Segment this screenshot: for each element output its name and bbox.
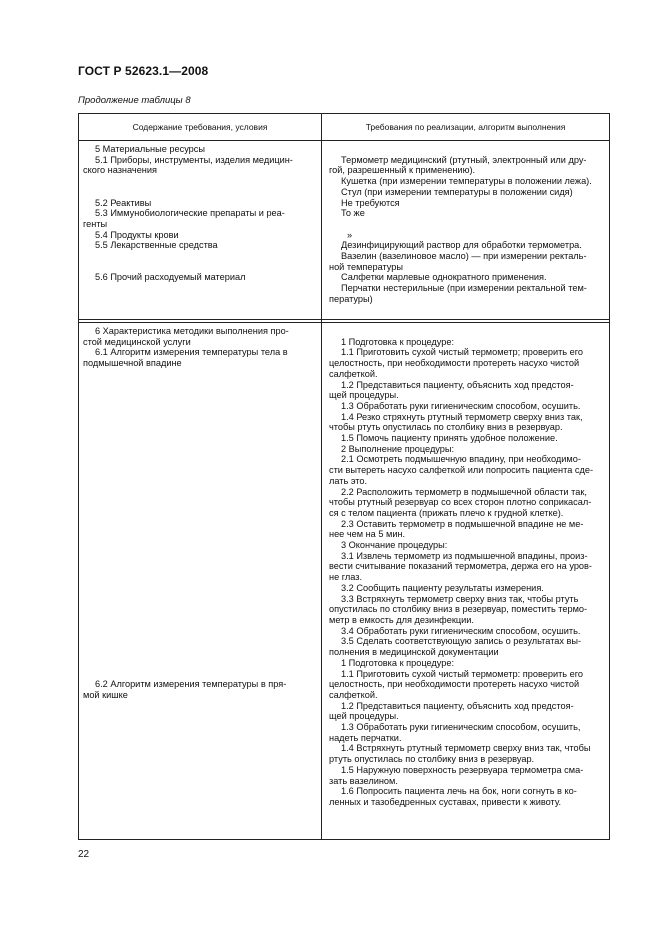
text-line: метр в емкость для дезинфекции. [329, 614, 474, 625]
text-line: 1.4 Резко стряхнуть ртутный термометр сверху вниз так, [341, 411, 583, 422]
text-line: ся с телом пациента (прижать плечо к грудной клетке). [329, 507, 564, 518]
text-line: 2.3 Оставить термометр в подмышечной впадине не ме- [341, 518, 584, 529]
text-line: 3 Окончание процедуры: [341, 540, 448, 551]
text-line [83, 251, 315, 262]
text-line: 1.1 Приготовить сухой чистый термометр: проверить его [341, 668, 584, 679]
text-line: 2 Выполнение процедуры: [341, 443, 455, 454]
text-line: 1.5 Помочь пациенту принять удобное положение. [341, 433, 558, 444]
text-line: 5.2 Реактивы [95, 197, 152, 208]
text-line: чтобы ртуть опустилась по столбику вниз в резервуар. [329, 422, 563, 433]
column-header-algorithm: Требования по реализации, алгоритм выполнения [365, 122, 566, 132]
text-line: 2.2 Расположить термометр в подмышечной области так, [341, 486, 587, 497]
block2-left-cell-rectal [83, 679, 315, 700]
text-line: надеть перчатки. [329, 732, 402, 743]
text-line: 1.3 Обработать руки гигиеническим способом, осушить, [341, 722, 581, 733]
text-line: 1.6 Попросить пациента лечь на бок, ноги согнуть в ко- [341, 786, 577, 797]
block2-left-cell [83, 326, 315, 369]
text-line: 6 Характеристика методики выполнения про- [95, 326, 289, 336]
text-line: ной температуры [329, 261, 404, 272]
text-line: пературы) [329, 293, 373, 304]
text-line: 3.1 Извлечь термометр из подмышечной впадины, произ- [341, 550, 588, 561]
text-line [329, 219, 605, 230]
text-line: 5.3 Иммунобиологические препараты и реа- [95, 208, 285, 219]
text-line: Термометр медицинский (ртутный, электронный или дру- [341, 154, 587, 165]
text-line: сти вытереть насухо салфеткой или попросить пациента сде- [329, 465, 594, 476]
text-line: не глаз. [329, 572, 363, 583]
block1-left-cell [83, 144, 315, 283]
text-line: 6.1 Алгоритм измерения температуры тела в [95, 347, 288, 358]
text-line [329, 144, 605, 155]
text-line [83, 262, 315, 273]
column-header-conditions: Содержание требования, условия [132, 122, 268, 132]
text-line: подмышечной впадине [83, 358, 182, 369]
text-line: мой кишке [83, 689, 128, 700]
page-number: 22 [78, 849, 90, 860]
block2-right-cell [329, 326, 605, 808]
text-line: 6.2 Алгоритм измерения температуры в пря- [95, 679, 287, 689]
text-line: щей процедуры. [329, 711, 399, 722]
text-line: салфеткой. [329, 368, 378, 379]
text-line: 5 Материальные ресурсы [95, 144, 205, 154]
text-line: 1.2 Представиться пациенту, объяснить ход предстоя- [341, 379, 574, 390]
text-line: 3.2 Сообщить пациенту результаты измерения. [341, 582, 544, 593]
column-divider [321, 114, 322, 839]
text-line: Дезинфицирующий раствор для обработки термометра. [341, 240, 582, 251]
text-line: вести считывание показаний термометра, держа его на уров- [329, 561, 592, 572]
text-line: 1 Подготовка к процедуре: [341, 336, 455, 347]
text-line: полнения в медицинской документации [329, 647, 499, 658]
text-line: опустилась по столбику вниз в резервуар, поместить термо- [329, 604, 588, 615]
text-line: То же [341, 208, 365, 219]
header-divider [79, 140, 609, 141]
text-line: Стул (при измерении температуры в положении сидя) [341, 186, 573, 197]
text-line: Салфетки марлевые однократного применения. [341, 272, 547, 283]
text-line: 5.1 Приборы, инструменты, изделия медицин- [95, 154, 293, 165]
text-line: целостность, при необходимости протереть насухо чистой [329, 679, 580, 690]
text-line: гой, разрешенный к применению). [329, 165, 476, 176]
ditto-mark: » [347, 229, 353, 240]
text-line: целостность, при необходимости протереть насухо чистой [329, 358, 580, 369]
text-line [83, 176, 315, 187]
text-line: Вазелин (вазелиновое масло) — при измерении ректаль- [341, 251, 587, 262]
text-line: лать это. [329, 475, 368, 486]
document-header: ГОСТ Р 52623.1—2008 [78, 64, 209, 78]
text-line: 1.2 Представиться пациенту, объяснить ход предстоя- [341, 700, 574, 711]
text-line: Перчатки нестерильные (при измерении ректальной тем- [341, 283, 587, 294]
text-line: 3.4 Обработать руки гигиеническим способом, осушить. [341, 625, 581, 636]
text-line: ртуть опустилась по столбику вниз в резервуар. [329, 754, 535, 765]
text-line: щей процедуры. [329, 390, 399, 401]
text-line: 3.5 Сделать соответствующую запись о результатах вы- [341, 636, 582, 647]
text-line: генты [83, 218, 108, 229]
text-line: 5.6 Прочий расходуемый материал [95, 272, 246, 283]
text-line: 1.3 Обработать руки гигиеническим способом, осушить. [341, 400, 581, 411]
text-line: чтобы ртутный резервуар со всех сторон плотно соприкасал- [329, 497, 592, 508]
row-divider-double [79, 322, 609, 323]
requirements-table [78, 113, 610, 840]
text-line: нее чем на 5 мин. [329, 529, 406, 540]
text-line: салфеткой. [329, 689, 378, 700]
table-caption: Продолжение таблицы 8 [78, 95, 191, 106]
text-line: 1.5 Наружную поверхность резервуара термометра сма- [341, 764, 584, 775]
text-line [83, 187, 315, 198]
row-divider [79, 319, 609, 320]
text-line: 1.4 Встряхнуть ртутный термометр сверху вниз так, чтобы [341, 743, 591, 754]
text-line: 2.1 Осмотреть подмышечную впадину, при необходимо- [341, 454, 581, 465]
text-line: 5.5 Лекарственные средства [95, 240, 218, 251]
text-line: стой медицинской услуги [83, 336, 191, 347]
text-line: 5.4 Продукты крови [95, 229, 179, 240]
text-line [329, 326, 605, 337]
text-line: ского назначения [83, 165, 157, 176]
text-line: 1.1 Приготовить сухой чистый термометр; проверить его [341, 347, 584, 358]
text-line: Кушетка (при измерении температуры в положении лежа). [341, 176, 592, 187]
text-line: ленных и тазобедренных суставах, привести к животу. [329, 796, 562, 807]
text-line: 3.3 Встряхнуть термометр сверху вниз так, чтобы ртуть [341, 593, 579, 604]
text-line: 1 Подготовка к процедуре: [341, 657, 455, 668]
text-line: Не требуются [341, 197, 400, 208]
block1-right-cell [329, 144, 605, 305]
text-line: зать вазелином. [329, 775, 398, 786]
